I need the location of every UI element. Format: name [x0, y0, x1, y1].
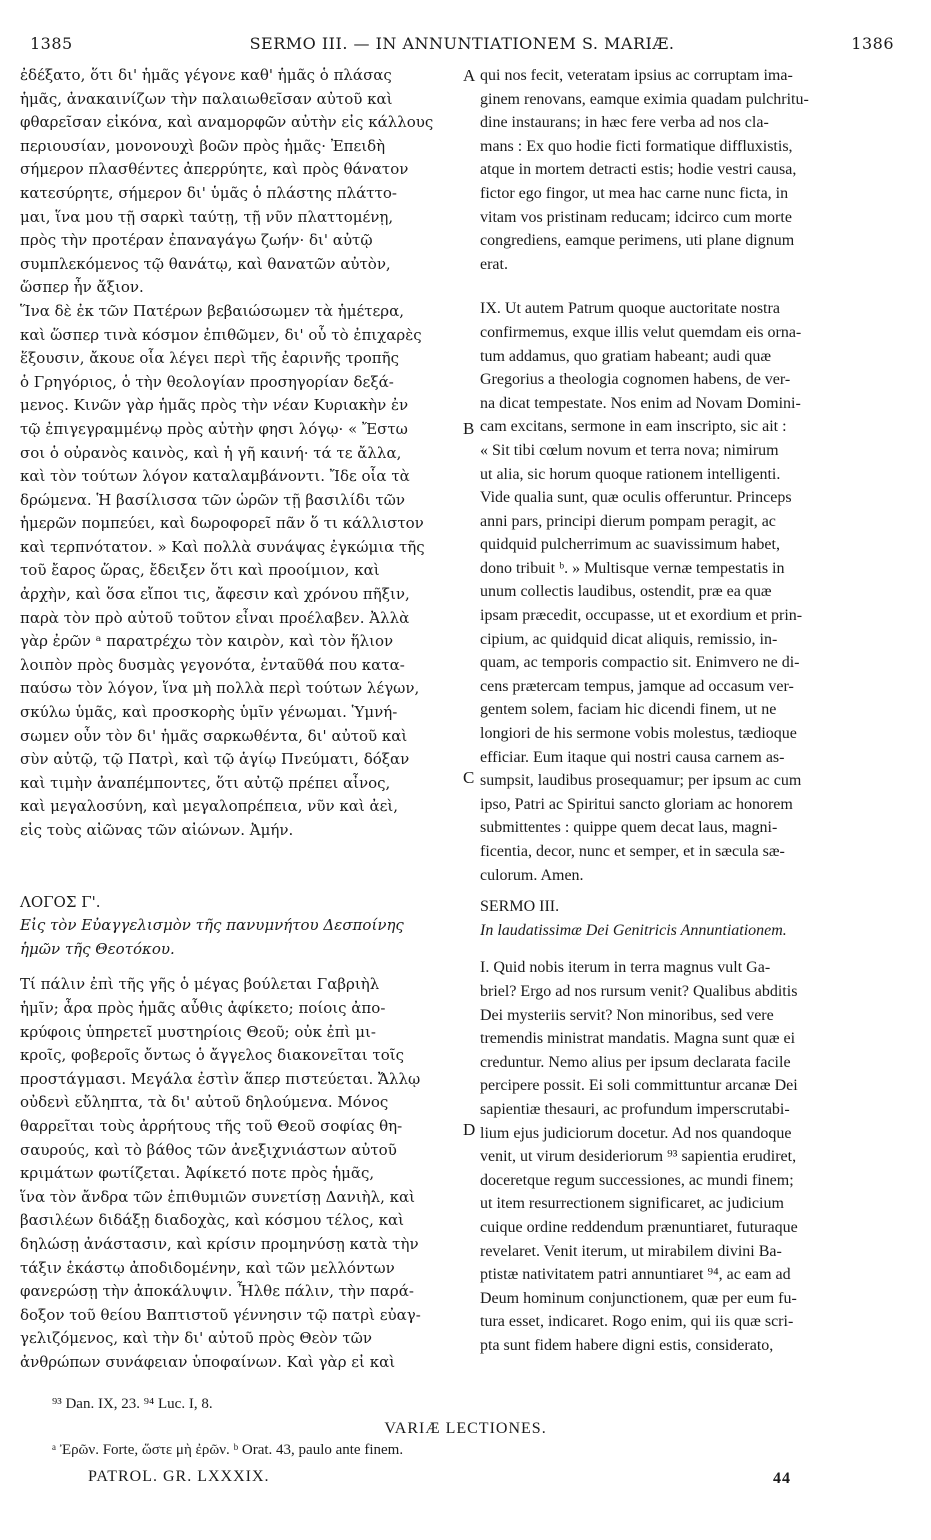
left-column-number: 1385 [30, 34, 73, 53]
footnotes: ⁹³ Dan. IX, 23. ⁹⁴ Luc. I, 8. [52, 1396, 213, 1412]
patrology-label: PATROL. GR. LXXXIX. [88, 1468, 270, 1485]
right-column-number: 1386 [851, 34, 894, 53]
margin-marker-b: B [463, 419, 475, 438]
latin-section-title: SERMO III. [480, 898, 560, 916]
variae-lectiones-title: VARIÆ LECTIONES. [384, 1420, 547, 1437]
greek-column [20, 64, 460, 1374]
latin-paragraph-3: I. Quid nobis iterum in terra magnus vult Ga- briel? Ergo ad nos rursum venit? Qualibus abditis Dei mysteriis servit? Non minoribus, sed vere tremendis ministrat mandatis. Magna sunt quæ ei creduntur. Nemo alius per ipsum declarata facile percipere possit. Ei soli committuntur arcanæ Dei sapientiæ thesauri, ac profundum imperscrutabi- lium ejus judiciorum docetur. Ad nos quandoque venit, ut virum desideriorum ⁹³ sapientia erudiret, doceretque regum successiones, ac mundi finem; ut item resurrectionem significaret, ac judicium cuique ordine reddendum prænuntiaret, futuraque revelaret. Venit iterum, ut mirabilem divini Ba- ptistæ nativitatem patri annuntiaret ⁹⁴, ac eam ad Deum hominum conjunctionem, quæ per eum fu- tura esset, indicaret. Rogo enim, qui iis quæ scri- pta sunt fidem habere digni estis, considerato, [480, 959, 798, 1354]
greek-paragraph-3: Τί πάλιν ἐπὶ τῆς γῆς ὁ μέγας βούλεται Γαβριὴλ ἡμῖν; ἆρα πρὸς ἡμᾶς αὖθις ἀφίκετο; ποίοις ἀπο- κρύφοις ὑπηρετεῖ μυστηρίοις Θεοῦ; οὐκ ἐπὶ μι- κροῖς, φοβεροῖς ὄντως ὁ ἄγγελος διακονεῖται τοῖς προστάγμασι. Μεγάλα ἐστὶν ἅπερ πιστεύεται. Ἄλλῳ οὐδενὶ εὔληπτα, τὰ δι' αὐτοῦ δηλούμενα. Μόνος θαρρεῖται τοὺς ἀρρήτους τῆς τοῦ Θεοῦ σοφίας θη- σαυρούς, καὶ τὸ βάθος τῶν ἀνεξιχνιάστων αὐτοῦ κριμάτων φωτίζεται. Ἀφίκετό ποτε πρὸς ἡμᾶς, ἵνα τὸν ἄνδρα τῶν ἐπιθυμιῶν συνετίσῃ Δανιὴλ, καὶ βασιλέων διδάξῃ διαδοχὰς, καὶ κόσμου τέλος, καὶ δηλώσῃ ἀνάστασιν, καὶ κρίσιν προμηνύσῃ κατὰ τὴν τάξιν ἑκάστῳ ἀποδιδομένην, καὶ τῶν μελλόντων φανερώσῃ τὴν ἀποκάλυψιν. Ἦλθε πάλιν, τὴν παρά- δοξον τοῦ θείου Βαπτιστοῦ γέννησιν τῷ πατρὶ εὐαγ- γελιζόμενος, καὶ τὴν δι' αὐτοῦ πρὸς Θεὸν τῶν ἀνθρώπων συνάφειαν ὑποφαίνων. Καὶ γὰρ εἰ καὶ [20, 975, 421, 1371]
greek-section-subtitle: Εἰς τὸν Εὐαγγελισμὸν τῆς πανυμνήτου Δεσποίνης ἡμῶν τῆς Θεοτόκου. [20, 916, 404, 958]
margin-marker-a: A [463, 66, 476, 85]
greek-paragraph-1: ἐδέξατο, ὅτι δι' ἡμᾶς γέγονε καθ' ἡμᾶς ὁ πλάσας ἡμᾶς, ἀνακαινίζων τὴν παλαιωθεῖσαν αὐτοῦ καὶ φθαρεῖσαν εἰκόνα, καὶ αναμορφῶν αὐτὴν εἰς κάλλους περιουσίαν, μονονουχὶ βοῶν πρὸς ἡμᾶς· Ἐπειδὴ σήμερον πλασθέντες ἀπερρύητε, καὶ πρὸς θάνατον κατεσύρητε, σήμερον δι' ὑμᾶς ὁ πλάστης πλάττο- μαι, ἵνα μου τῇ σαρκὶ ταύτῃ, τῇ νῦν πλαττομένῃ, πρὸς τὴν προτέραν ἐπαναγάγω ζωήν· δι' αὐτῷ συμπλεκόμενος τῷ θανάτῳ, καὶ θανατῶν αὐτὸν, ὥσπερ ἦν ἄξιον. [20, 66, 434, 297]
latin-section-subtitle: In laudatissimæ Dei Genitricis Annuntiationem. [480, 921, 787, 939]
margin-marker-d: D [463, 1120, 476, 1139]
latin-paragraph-1: qui nos fecit, veteratam ipsius ac corruptam ima- ginem renovans, eamque eximia quadam pulchritu- dine instaurans; in hæc fere verba ad nos cla- mans : Ex quo hodie ficti formatique diffluxistis, atque in mortem detracti estis; hodie vestri causa, fictor ego fingor, ut mea hac carne nunc ficta, in vitam vos pristinam reducam; idcirco cum morte congrediens, eamque perimens, uti plane dignum erat. [480, 67, 809, 273]
greek-section-title: ΛΟΓΟΣ Γ'. [20, 892, 101, 911]
running-header [30, 34, 894, 58]
running-title: SERMO III. — IN ANNUNTIATIONEM S. MARIÆ. [249, 34, 675, 53]
variae-lectiones: ᵃ Ἐρῶν. Forte, ὥστε μὴ ἐρῶν. ᵇ Orat. 43, paulo ante finem. [52, 1442, 404, 1458]
page-footer [88, 1468, 791, 1487]
signature-page-number: 44 [773, 1470, 791, 1487]
greek-paragraph-2: Ἵνα δὲ ἐκ τῶν Πατέρων βεβαιώσωμεν τὰ ἡμέτερα, καὶ ὥσπερ τινὰ κόσμον ἐπιθῶμεν, δι' οὗ τὸ ἐπιχαρὲς ἕξουσιν, ἄκουε οἷα λέγει περὶ τῆς ἐαρινῆς τροπῆς ὁ Γρηγόριος, ὁ τὴν θεολογίαν προσηγορίαν δεξά- μενος. Κινῶν γὰρ ἡμᾶς πρὸς τὴν νέαν Κυριακὴν ἐν τῷ ἐπιγεγραμμένῳ πρὸς αὐτὴν φησι λόγῳ· « Ἔστω σοι ὁ οὐρανὸς καινὸς, καὶ ἡ γῆ καινή· τά τε ἄλλα, καὶ τὸν τούτων λόγον καταλαμβάνοντι. Ἴδε οἷα τὰ δρώμενα. Ἡ βασίλισσα τῶν ὡρῶν τῇ βασιλίδι τῶν ἡμερῶν πομπεύει, καὶ δωροφορεῖ πᾶν ὅ τι κάλλιστον καὶ τερπνότατον. » Καὶ πολλὰ συνάψας ἐγκώμια τῆς τοῦ ἔαρος ὥρας, ἔδειξεν ὅτι καὶ προοίμιον, καὶ ἀρχὴν, καὶ ὅσα εἴποι τις, ἄφεσιν καὶ χρόνου πῆξιν, παρὰ τὸν πρὸ αὐτοῦ τοῦτον εἶναι προέλαβεν. Ἀλλὰ γὰρ ἐρῶν ᵃ παρατρέχω τὸν καιρὸν, καὶ τὸν ἥλιον λοιπὸν πρὸς δυσμὰς γεγονότα, ἐνταῦθά που κατα- παύσω τὸν λόγον, ἵνα μὴ πολλὰ περὶ τούτων λέγων, σκύλω ὑμᾶς, καὶ προσκορὴς ὑμῖν γένωμαι. Ὑμνή- σωμεν οὖν τὸν δι' ἡμᾶς σαρκωθέντα, δι' αὐτοῦ καὶ σὺν αὐτῷ, τῷ Πατρὶ, καὶ τῷ ἁγίῳ Πνεύματι, δόξαν καὶ τιμὴν ἀναπέμποντες, ὅτι αὐτῷ πρέπει αἶνος, καὶ μεγαλοσύνη, καὶ μεγαλοπρέπεια, νῦν καὶ ἀεὶ, εἰς τοὺς αἰῶνας τῶν αἰώνων. Ἀμήν. [20, 301, 425, 839]
latin-paragraph-2: IX. Ut autem Patrum quoque auctoritate nostra confirmemus, exque illis velut quemdam eis orna- tum addamus, quo gratiam habeant; audi quæ Gregorius a theologia cognomen habens, de ver- na dicat tempestate. Nos enim ad Novam Domini- cam excitans, sermone in eam inscripto, sic ait : « Sit tibi cœlum novum et terra nova; nimirum ut alia, sic horum quoque rationem intelligenti. Vide qualia sunt, quæ oculis offeruntur. Princeps anni pars, principi dierum pompam peragit, ac quidquid pulcherrimum ac suavissimum habet, dono tribuit ᵇ. » Multisque vernæ tempestatis in unum collectis laudibus, ostendit, præ ea quæ ipsam præcedit, occupasse, ut et exordium et prin- cipium, ac quidquid dicat aliquis, remissio, in- quam, ac temporis compactio sit. Enimvero ne di- cens prætercam tempus, jamque ad occasum ver- gentem solem, faciam hic dicendi finem, ut ne longiori de his sermone vobis molestus, tædioque efficiar. Eum itaque qui nostri causa carnem as- sumpsit, laudibus prosequamur; per ipsum ac cum ipso, Patri ac Spiritui sancto gloriam ac honorem submittentes : quippe quem decat laus, magni- ficentia, decor, nunc et semper, et in sæcula sæ- culorum. Amen. [480, 300, 803, 884]
margin-marker-c: C [463, 768, 475, 787]
latin-column [480, 64, 895, 1357]
